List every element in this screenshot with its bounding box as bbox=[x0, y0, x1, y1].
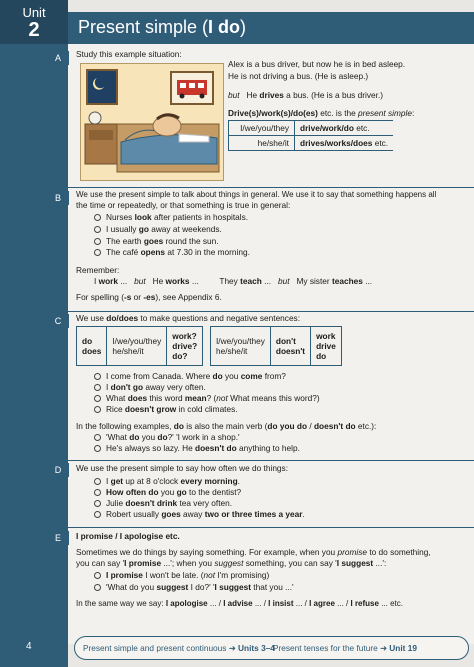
table-cell: drives/works/does etc. bbox=[295, 136, 394, 151]
bullet-icon bbox=[94, 214, 101, 221]
example-d-2: How often do you go to the dentist? bbox=[94, 487, 241, 498]
unit-badge bbox=[0, 0, 68, 44]
example-c-3: What does this word mean? (not What means this word?) bbox=[94, 393, 320, 404]
example-c-6: He's always so lazy. He doesn't do anything to help. bbox=[94, 443, 300, 454]
cross-reference-bar bbox=[74, 636, 469, 660]
table-row bbox=[211, 327, 342, 366]
negative-table bbox=[210, 326, 342, 366]
table-row bbox=[77, 327, 203, 366]
bullet-icon bbox=[94, 384, 101, 391]
bullet-icon bbox=[94, 434, 101, 441]
bullet-icon bbox=[94, 478, 101, 485]
bullet-icon bbox=[94, 511, 101, 518]
section-letter-e: E bbox=[47, 531, 69, 545]
section-divider-b bbox=[68, 187, 474, 188]
section-c-intro: We use do/does to make questions and negative sentences: bbox=[76, 313, 301, 323]
bullet-icon bbox=[94, 238, 101, 245]
unit-sidebar bbox=[0, 0, 68, 667]
right-arrow-icon: ➜ bbox=[380, 643, 387, 653]
table-cell: do does bbox=[77, 327, 107, 366]
example-b-2: I usually go away at weekends. bbox=[94, 224, 222, 235]
bullet-icon bbox=[94, 395, 101, 402]
example-c-5: 'What do you do?' 'I work in a shop.' bbox=[94, 432, 240, 443]
section-e-line-2: you can say 'I promise ...'; when you suggest something, you can say 'I suggest ...': bbox=[76, 558, 387, 568]
section-letter-c: C bbox=[47, 314, 69, 328]
page-number: 4 bbox=[26, 641, 32, 652]
section-divider-c bbox=[68, 311, 474, 312]
example-b-3: The earth goes round the sun. bbox=[94, 236, 219, 247]
story-line-2: He is not driving a bus. (He is asleep.) bbox=[228, 71, 369, 81]
section-d-intro: We use the present simple to say how often we do things: bbox=[76, 463, 288, 473]
example-c-2: I don't go away very often. bbox=[94, 382, 206, 393]
bullet-icon bbox=[94, 500, 101, 507]
example-e-2: 'What do you suggest I do?' 'I suggest that you ...' bbox=[94, 582, 294, 593]
example-c-1: I come from Canada. Where do you come from? bbox=[94, 371, 286, 382]
bullet-icon bbox=[94, 373, 101, 380]
section-e-line-1: Sometimes we do things by saying something. For example, when you promise to do something, bbox=[76, 547, 431, 557]
story-line-3: but He drives a bus. (He is a bus driver.) bbox=[228, 90, 383, 100]
table-cell: I/we/you/they bbox=[229, 121, 295, 136]
table-cell: drive/work/do etc. bbox=[295, 121, 394, 136]
section-e-heading: I promise / I apologise etc. bbox=[76, 531, 180, 541]
section-b-line-2: the time or repeatedly, or that something is true in general: bbox=[76, 200, 291, 210]
example-b-1: Nurses look after patients in hospitals. bbox=[94, 212, 248, 223]
table-cell: work? drive? do? bbox=[167, 327, 203, 366]
table-cell: don't doesn't bbox=[270, 327, 310, 366]
bullet-icon bbox=[94, 406, 101, 413]
remember-example: I work ... but He works ... They teach ... but My sister teaches ... bbox=[94, 276, 373, 286]
section-a-intro: Study this example situation: bbox=[76, 49, 182, 59]
bullet-icon bbox=[94, 226, 101, 233]
bullet-icon bbox=[94, 489, 101, 496]
table-row bbox=[229, 136, 394, 151]
table-cell: work drive do bbox=[311, 327, 342, 366]
section-letter-d: D bbox=[47, 463, 69, 477]
table-row bbox=[229, 121, 394, 136]
bullet-icon bbox=[94, 445, 101, 452]
question-table bbox=[76, 326, 203, 366]
table-cell: he/she/it bbox=[229, 136, 295, 151]
story-line-1: Alex is a bus driver, but now he is in bed asleep. bbox=[228, 59, 406, 69]
footer-link-left[interactable]: Present simple and present continuous ➜ Units 3–4 bbox=[83, 643, 275, 653]
right-arrow-icon: ➜ bbox=[228, 643, 236, 653]
bullet-icon bbox=[94, 249, 101, 256]
section-letter-a: A bbox=[47, 51, 69, 65]
section-c-follow: In the following examples, do is also the main verb (do you do / doesn't do etc.): bbox=[76, 421, 377, 431]
example-e-1: I promise I won't be late. (not I'm promising) bbox=[94, 570, 269, 581]
section-e-same-way: In the same way we say: I apologise ... / I advise ... / I insist ... / I agree ... / I refuse ... etc. bbox=[76, 599, 403, 608]
spelling-note: For spelling (-s or -es), see Appendix 6. bbox=[76, 292, 222, 302]
example-d-1: I get up at 8 o'clock every morning. bbox=[94, 476, 240, 487]
illustration-man-asleep bbox=[80, 63, 224, 181]
example-b-4: The café opens at 7.30 in the morning. bbox=[94, 247, 250, 258]
table-cell: I/we/you/they he/she/it bbox=[211, 327, 271, 366]
remember-label: Remember: bbox=[76, 265, 120, 275]
present-simple-table bbox=[228, 120, 393, 151]
unit-label: Unit bbox=[22, 5, 46, 20]
present-simple-rule: Drive(s)/work(s)/do(es) etc. is the present simple: bbox=[228, 108, 415, 118]
page-title: Present simple (I do) bbox=[78, 17, 247, 37]
bullet-icon bbox=[94, 572, 101, 579]
section-divider-e bbox=[68, 527, 474, 528]
footer-link-right[interactable]: Present tenses for the future ➜ Unit 19 bbox=[273, 643, 417, 653]
unit-number: 2 bbox=[28, 19, 40, 41]
example-c-4: Rice doesn't grow in cold climates. bbox=[94, 404, 238, 415]
example-d-3: Julie doesn't drink tea very often. bbox=[94, 498, 232, 509]
bullet-icon bbox=[94, 584, 101, 591]
section-b-line-1: We use the present simple to talk about things in general. We use it to say that something happens all bbox=[76, 190, 437, 199]
section-letter-b: B bbox=[47, 191, 69, 205]
table-cell: I/we/you/they he/she/it bbox=[107, 327, 167, 366]
example-d-4: Robert usually goes away two or three times a year. bbox=[94, 509, 305, 520]
section-divider-d bbox=[68, 460, 474, 461]
